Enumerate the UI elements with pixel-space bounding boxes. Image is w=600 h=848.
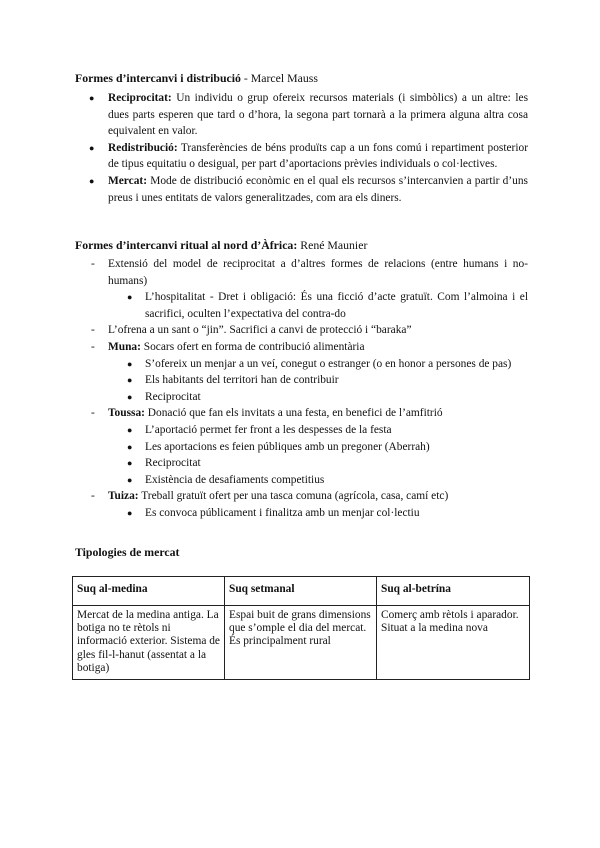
section-author: - Marcel Mauss: [240, 71, 318, 85]
list-item: [0, 173, 600, 206]
term-label: Tuiza:: [108, 490, 139, 503]
list-item-toussa: - Toussa: Donació que fan els invitats a una festa, en benefici de l’amfitrió: [91, 407, 443, 420]
sub-list-item: ● S’ofereix un menjar a un veí, conegut o estranger (o en honor a persones de pas): [0, 356, 600, 373]
term-label: Muna:: [108, 340, 141, 353]
table-header-cell: Suq al-betrína: [377, 577, 530, 606]
sub-list-item: ● Reciprocitat: [0, 455, 600, 472]
list-item: - L’ofrena a un sant o “jin”. Sacrifici a canvi de protecció i “baraka”: [91, 324, 412, 337]
sub-list-item: ● Existència de desafiaments competitius: [0, 472, 600, 489]
sub-list-item: ● Els habitants del territori han de contribuir: [0, 372, 600, 389]
section-title: Formes d’intercanvi ritual al nord d’Àfrica:: [75, 238, 298, 252]
table-cell: Espai buit de grans dimensions que s’omple el dia del mercat. És principalment rural: [225, 606, 377, 680]
ritual-exchange-list: [0, 256, 600, 522]
term-label: Redistribució:: [108, 141, 178, 154]
table-header-cell: Suq setmanal: [225, 577, 377, 606]
sub-list-item: ● Es convoca públicament i finalitza amb un menjar col·lectiu: [0, 505, 600, 522]
term-label: Reciprocitat:: [108, 92, 172, 104]
sub-list-item: ● L’aportació permet fer front a les despesses de la festa: [0, 422, 600, 439]
section-title: Formes d’intercanvi i distribució: [75, 71, 241, 85]
term-definition: Mode de distribució econòmic en el qual els recursos s’intercanvien a partir d’uns preus i unes entitats de valors generalitzades, com ara els diners.: [108, 174, 528, 204]
term-label: Mercat:: [108, 174, 147, 187]
sub-list-item: ● Reciprocitat: [0, 389, 600, 406]
term-definition: Un individu o grup ofereix recursos materials (i simbòlics) a un altre: les dues parts esperen que tard o d’hora, la segona part tornarà a la primera alguna altra cosa equivalent en valor.: [108, 92, 528, 138]
list-item: - Extensió del model de reciprocitat a d’altres formes de relacions (entre humans i no-humans): [91, 258, 528, 287]
section-heading-ritual-exchange: [75, 237, 367, 254]
term-label: Toussa:: [108, 407, 145, 420]
sub-list-item: ● Les aportacions es feien públiques amb un pregoner (Aberrah): [0, 439, 600, 456]
list-item: [0, 140, 600, 173]
list-item-tuiza: - Tuiza: Treball gratuït ofert per una tasca comuna (agrícola, casa, camí etc): [91, 490, 449, 503]
section-author: René Maunier: [297, 238, 368, 252]
sub-list-item: ● L’hospitalitat - Dret i obligació: És una ficció d’acte gratuït. Com l’almoina i el sacrifici, oculten l’expectativa del contra-do: [0, 289, 600, 322]
table-cell: Comerç amb rètols i aparador. Situat a la medina nova: [377, 606, 530, 680]
market-types-table: [72, 576, 530, 680]
table-cell: Mercat de la medina antiga. La botiga no te rètols ni informació exterior. Sistema de gles fil-l-hanut (assentat a la botiga): [73, 606, 225, 680]
section-heading-exchange-forms: [75, 70, 318, 87]
list-item: [0, 90, 600, 140]
term-definition: Transferències de béns produïts cap a un fons comú i repartiment posterior de tipus equitatiu o desigual, per part d’aportacions prèvies individuals o col·lectives.: [108, 141, 528, 171]
table-header-cell: Suq al-medina: [73, 577, 225, 606]
exchange-forms-list: [0, 90, 600, 206]
list-item-muna: - Muna: Socars ofert en forma de contribució alimentària: [91, 340, 365, 353]
section-title: Tipologies de mercat: [75, 545, 180, 559]
table-header-row: [73, 577, 530, 606]
section-heading-market-types: [75, 544, 179, 561]
table-row: [73, 606, 530, 680]
